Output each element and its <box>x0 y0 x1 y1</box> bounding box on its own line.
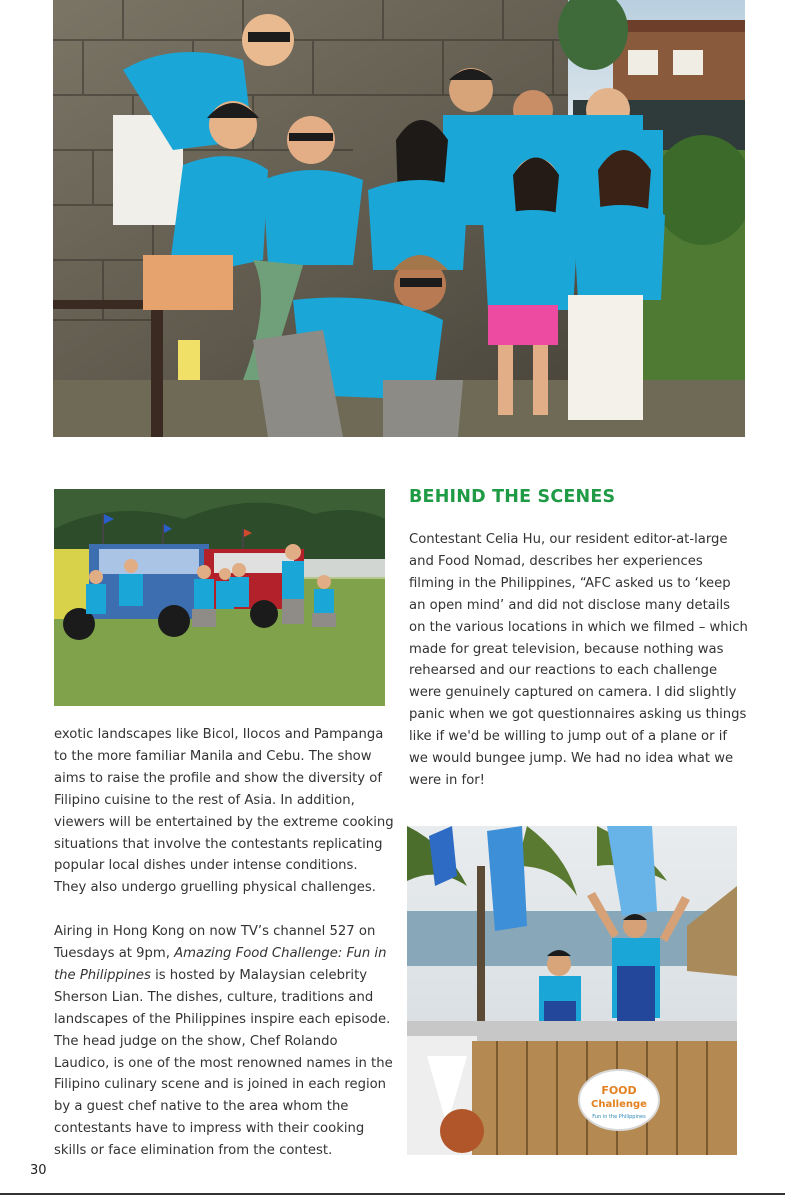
quote-paragraph: Contestant Celia Hu, our resident editor-at-large and Food Nomad, describes her experiences filming in the Philippines, “AFC asked us to ‘keep an open mind’ and did not disclose many details on the various locations in which we filmed – which made for great television, because nothing was rehearsed and our reactions to each challenge were genuinely captured on camera. I did slightly panic when we got questionnaires asking us things like if we'd be willing to jump out of a plane or if we would bungee jump. We had no idea what we were in for! <box>409 532 748 788</box>
group-photo <box>53 0 745 437</box>
show-title: Amazing Food Challenge: Fun in the Philippines <box>54 946 387 983</box>
sign-text-challenge: Challenge <box>591 1099 647 1110</box>
page-number: 30 <box>30 1163 47 1178</box>
article-body <box>54 724 394 1162</box>
airing-text: Airing in Hong Kong on now TV’s channel 527 on Tuesdays at 9pm, <box>54 924 376 962</box>
behind-the-scenes-text <box>409 529 749 792</box>
jeepney-photo <box>54 489 385 706</box>
section-heading: BEHIND THE SCENES <box>409 487 616 507</box>
body-paragraph-1: exotic landscapes like Bicol, Ilocos and Pampanga to the more familiar Manila and Cebu. The show aims to raise the profile and show the diversity of Filipino cuisine to the rest of Asia. In addition, viewers will be entertained by the extreme cooking situations that involve the contestants replicating popular local dishes under intense conditions. They also undergo gruelling physical challenges. <box>54 727 394 896</box>
sign-text-food: FOOD <box>601 1084 637 1097</box>
host-text: is hosted by Malaysian celebrity Sherson Lian. The dishes, culture, traditions and landscapes of the Philippines inspire each episode. The head judge on the show, Chef Rolando Laudico, is one of the most renowned names in the Filipino culinary scene and is joined in each region by a guest chef native to the area whom the contestants have to impress with their cooking skills or face elimination from the contest. <box>54 967 393 1159</box>
body-paragraph-2 <box>54 921 394 1162</box>
footer-divider <box>0 1193 785 1195</box>
cooking-photo <box>407 826 737 1155</box>
sign-text-fun: Fun in the Philippines <box>592 1114 646 1120</box>
